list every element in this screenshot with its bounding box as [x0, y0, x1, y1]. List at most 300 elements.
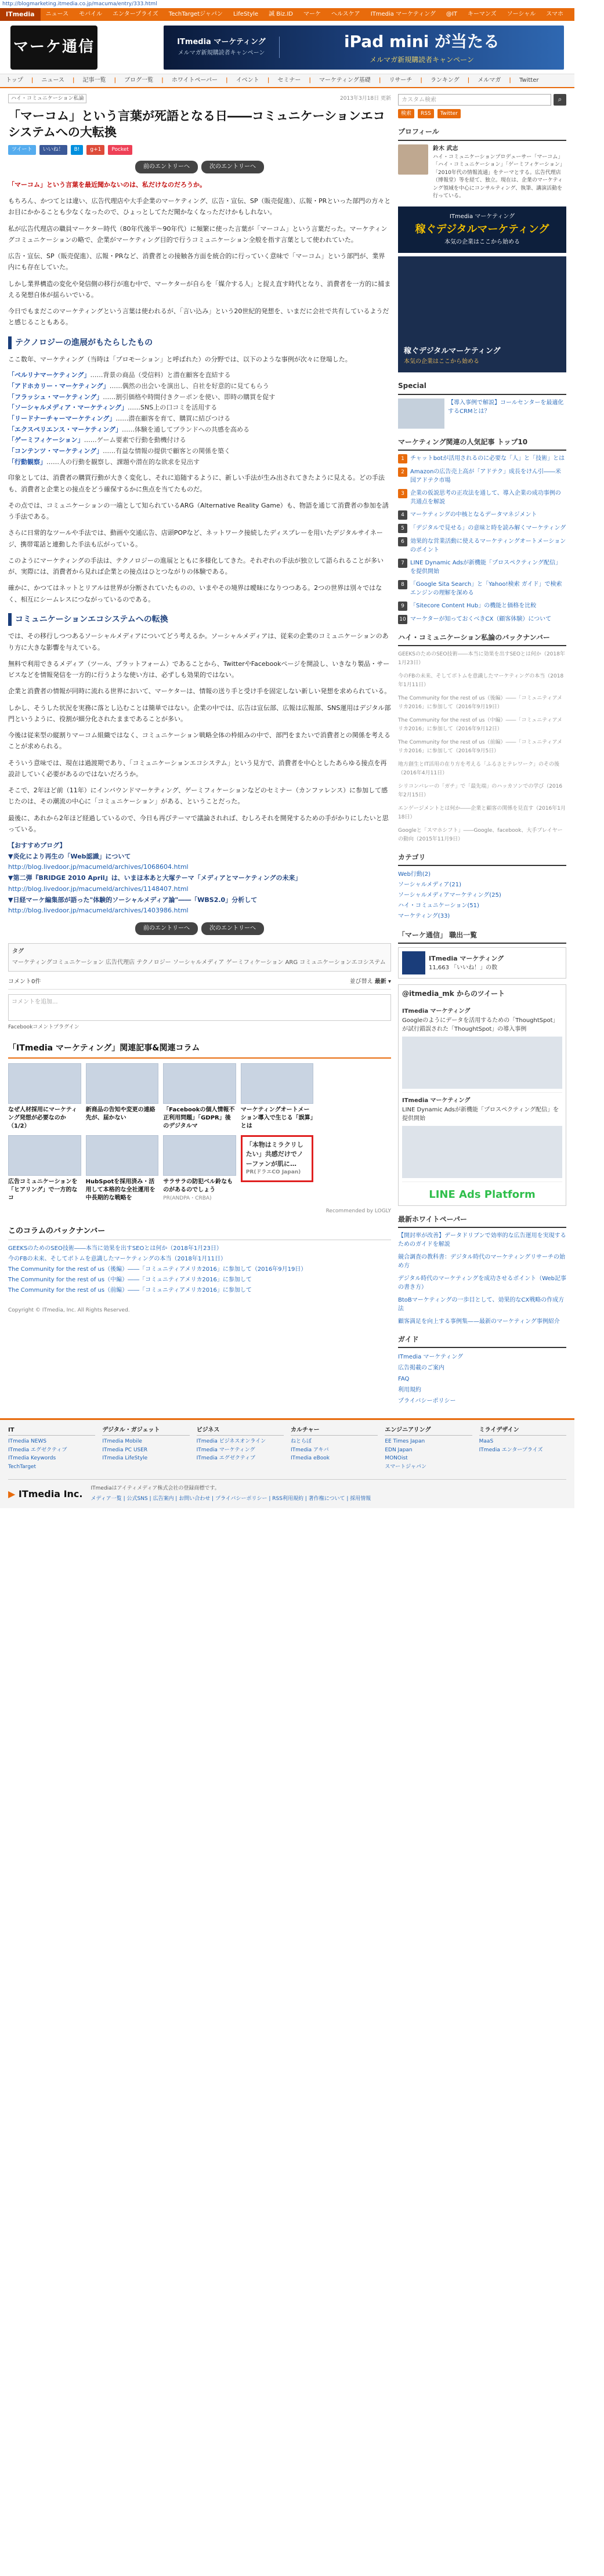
topnav-item[interactable]: エンタープライズ: [113, 11, 158, 17]
footer-link[interactable]: ITmedia アキバ: [290, 1447, 329, 1453]
subnav-separator: |: [420, 77, 422, 84]
footer-link[interactable]: ITmedia エンタープライズ: [479, 1447, 543, 1453]
twitter-title: @itmedia_mk からのツイート: [402, 990, 505, 998]
tag-box: [8, 943, 391, 972]
subnav-item[interactable]: リサーチ: [389, 77, 413, 84]
guide-item[interactable]: ITmedia マーケティング: [398, 1354, 464, 1361]
column-date: （2016年9月12日）: [453, 726, 502, 733]
banner-right: [280, 29, 564, 66]
footer-column: [385, 1426, 472, 1471]
column-title: シリコンバレーの「ガチ」で「最先端」のハッカソンでの学び: [398, 783, 544, 789]
ranking-list: [398, 454, 566, 624]
sidebar-ad[interactable]: [398, 206, 566, 253]
category-tag[interactable]: ハイ・コミュニケーション私論: [8, 94, 86, 103]
recommended-blog-url[interactable]: http://blog.livedoor.jp/macumeld/archives/1068604.html: [8, 863, 189, 871]
related-item[interactable]: [318, 1063, 391, 1131]
related-title-text: 新商品の告知や変更の連絡先が、届かない: [85, 1106, 155, 1121]
author-bio: ハイ・コミュニケーションプロデューサー「マーコム」「ハイ・コミュニケーション」「ゲーミフィケーション」「2010年代の情報流通」をテーマとする。広告代理店（博報堂）等を経て、独立。現在は、企業のマーケティング領域を中心にコンサルティング、執筆、講演活動を行っている。: [433, 154, 565, 200]
prev-entry-button[interactable]: 前のエントリーへ: [135, 161, 198, 173]
share-button[interactable]: ツイート: [8, 145, 36, 154]
column-date: （2018年1月23日）: [398, 651, 565, 666]
column-item[interactable]: [398, 782, 566, 800]
article-date: 2013年3月18日 更新: [340, 96, 391, 102]
column-item[interactable]: [398, 650, 566, 668]
comment-count: コメント0件: [8, 978, 41, 985]
column-date: （2016年9月5日）: [453, 748, 500, 755]
article-paragraph: 企業と消費者の情報が同時に流れる世界において、マーケターは、情報の送り手と受け手を固定しない新しい発想を求められている。: [8, 687, 391, 695]
subnav-separator: |: [161, 77, 164, 84]
related-item[interactable]: [8, 1135, 81, 1202]
sidebar-link[interactable]: RSS: [418, 109, 434, 118]
recommended-blog-url[interactable]: http://blog.livedoor.jp/macumeld/archives/1403986.html: [8, 907, 189, 915]
footer-trademark: ITmediaはアイティメディア株式会社の登録商標です。: [91, 1485, 220, 1491]
guide-item[interactable]: プライバシーポリシー: [398, 1398, 456, 1405]
article-paragraph: 今日でもまだこのマーケティングという言葉は使われるが、「言い込み」という20世紀的発想を、いまだに会社で共有しているようだと感じることもある。: [8, 307, 389, 327]
facebook-page-name[interactable]: ITmedia マーケティング: [429, 954, 504, 962]
category-item[interactable]: マーケティング(33): [398, 913, 450, 920]
related-thumbnail: [241, 1063, 314, 1104]
category-item[interactable]: Web行動(2): [398, 871, 431, 878]
topnav-item[interactable]: TechTargetジャパン: [168, 11, 223, 17]
tweet-image[interactable]: [402, 1126, 562, 1178]
column-list: [398, 650, 566, 844]
subnav-separator: |: [309, 77, 311, 84]
rank-number: 9: [398, 602, 407, 611]
method-name: 「フラッシュ・マーケティング」: [8, 393, 103, 401]
article-body: [8, 179, 391, 916]
column-item[interactable]: [398, 826, 566, 844]
related-title-text: サラサラの防犯ベル鈴なものがあるのでしょう: [163, 1178, 233, 1193]
url-bar[interactable]: http://blogmarketing.itmedia.co.jp/macuma/entry/333.html: [0, 0, 574, 8]
pager-bottom: [8, 922, 391, 935]
whitepaper-item[interactable]: BtoBマーケティングの一歩目として、効果的なCX戦略の作成方法: [398, 1296, 565, 1313]
method-desc: ……割引価格や時間付きクーポンを使い、即時の購買を促す: [103, 393, 276, 401]
article-paragraph: 今後は従来型の縦割りマーコム組織ではなく、コミュニケーション戦略全体の枠組みの中で、部門をまたいで消費者との関係を考えることが求められる。: [8, 731, 390, 751]
subnav-separator: |: [114, 77, 117, 84]
guide-item[interactable]: 広告掲載のご案内: [398, 1365, 444, 1372]
search-row: [398, 94, 566, 106]
subnav-item[interactable]: ホワイトペーパー: [171, 77, 218, 84]
column-title: 今のFBの未来、そしてボトムを意識したマーケティングの本当: [398, 673, 545, 679]
whitepaper-list: [398, 1231, 566, 1327]
category-title: カテゴリ: [398, 852, 566, 866]
column-date: （2016年9月19日）: [453, 704, 502, 711]
topnav-item[interactable]: モバイル: [79, 11, 103, 17]
category-item[interactable]: ソーシャルメディアマーケティング(25): [398, 892, 501, 899]
author-photo: [398, 144, 428, 175]
share-buttons: [8, 145, 391, 154]
rank-number: 5: [398, 524, 407, 533]
related-thumbnail: [86, 1063, 159, 1104]
footer-link[interactable]: ITmedia Mobile: [102, 1439, 142, 1445]
ranking-item[interactable]: [398, 454, 566, 463]
special-text: 【導入事例で解説】コールセンターを最適化するCRMとは？: [448, 399, 564, 415]
section-heading-technology: テクノロジーの進展がもたらしたもの: [8, 336, 391, 349]
facebook-comment-plugin[interactable]: Facebookコメントプラグイン: [8, 1024, 79, 1030]
footer-link[interactable]: ITmedia Keywords: [8, 1455, 56, 1462]
subnav-item[interactable]: トップ: [6, 77, 23, 84]
related-title-text: HubSpotを採用済み・活用して本格的な全社運用を中長期的な戦略を: [85, 1178, 155, 1201]
related-ad-text: 「本物はミラクリしたい」共感だけでノーファンが肌に…: [245, 1140, 303, 1168]
fbpage-title: 「マーケ通信」 職出一覧: [398, 930, 566, 944]
share-button[interactable]: B!: [71, 145, 84, 154]
special-title: Special: [398, 381, 566, 394]
subnav-item[interactable]: 記事一覧: [82, 77, 106, 84]
tag-list[interactable]: マーケティングコミュニケーション 広告代理店 テクノロジー ソーシャルメディア ゲーミフィケーション ARG コミュニケーションエコシステム: [12, 959, 386, 966]
site-footer: [0, 1418, 574, 1508]
recommended-blogs: [8, 840, 391, 916]
recommended-blog-title[interactable]: ▼炎化により再生の「Web認識」について: [8, 852, 131, 860]
subnav-item[interactable]: セミナー: [277, 77, 301, 84]
column-title: The Community for the rest of us（後編）――「コミュニティアメリカ2016」に参加して: [398, 695, 563, 711]
tweet-author[interactable]: ITmedia マーケティング: [402, 1008, 471, 1015]
method-list-item: [8, 435, 391, 446]
ranking-item[interactable]: [398, 537, 566, 555]
search-input[interactable]: カスタム検索: [398, 94, 551, 106]
facebook-page-avatar: [402, 951, 425, 974]
section-heading-ecosystem: コミュニケーションエコシステムへの転換: [8, 613, 391, 626]
footer-link[interactable]: EDN Japan: [385, 1447, 413, 1453]
footer-column: [291, 1426, 378, 1471]
column-date: （2018年1月11日）: [398, 673, 564, 689]
article-paragraph: このようにマーケティングの手法は、テクノロジーの進展とともに多様化してきた。それぞれの手法が独立して語られることが多いが、実際には、消費者から見れば企業との接点はひとつながりの体験である。: [8, 556, 384, 576]
footer-link[interactable]: ITmedia eBook: [290, 1455, 330, 1462]
footer-link[interactable]: ITmedia マーケティング: [196, 1447, 255, 1453]
rank-text: 効果的な営業活動に使えるマーケティングオートメーションのポイント: [410, 538, 566, 553]
comment-header: [8, 977, 391, 990]
related-source: PR(ANDPA・CRBA): [163, 1195, 212, 1201]
subnav-item[interactable]: ニュース: [41, 77, 64, 84]
recommended-blog-title[interactable]: ▼日経マーケ編集部が語った"体験的ソーシャルメディア論"――「WBS2.0」分析して: [8, 896, 258, 904]
article-paragraph: 確かに、かつてはネットとリアルは世界が分断されていたものの、いまやその境界は曖昧になりつつある。2つの世界は別々ではなく、相互にシームレスにつながっているのである。: [8, 584, 382, 603]
header-banner-ad[interactable]: [164, 26, 564, 70]
method-list-item: [8, 392, 391, 403]
whitepaper-item[interactable]: デジタル時代のマーケティングを成功させるポイント（Web記事の書き方）: [398, 1275, 567, 1291]
related-item[interactable]: [8, 1063, 81, 1131]
site-header: [0, 21, 574, 74]
copyright: Copyright © ITmedia, Inc. All Rights Reserved.: [8, 1307, 130, 1314]
rank-number: 1: [398, 454, 407, 463]
method-list-item: [8, 457, 391, 468]
topnav-item[interactable]: 誠 Biz.ID: [269, 11, 293, 17]
topnav-item[interactable]: ソーシャル: [507, 11, 536, 17]
footer-column-title: IT: [8, 1426, 95, 1436]
related-title-text: マーケティングオートメーション導入で生じる「誤算」とは: [240, 1106, 313, 1129]
method-desc: ……体験を通してブランドへの共感を高める: [122, 425, 250, 433]
rank-number: 8: [398, 580, 407, 589]
related-item[interactable]: [86, 1063, 159, 1131]
ranking-item[interactable]: [398, 602, 566, 611]
tweet[interactable]: [402, 1003, 562, 1093]
article-paragraph: 最後に、あれから2年ほど経過しているので、今日も再びテーマで議論されれば、むしろそれを開発するための手がかりにしたいと思っている。: [8, 814, 389, 833]
footer-link[interactable]: ITmedia PC USER: [102, 1447, 148, 1453]
whitepaper-item[interactable]: 顧客満足を向上する事例集——最新のマーケティング事例紹介: [398, 1318, 560, 1325]
method-name: 「ゲーミフィケーション」: [8, 436, 84, 444]
related-thumbnail: [163, 1135, 236, 1176]
method-name: 「アドホカリー・マーケティング」: [8, 382, 110, 390]
method-desc: ……SNS上の口コミを活用する: [128, 404, 218, 412]
footer-link[interactable]: ITmedia エグゼクティブ: [8, 1447, 67, 1453]
article-paragraph: 私が広告代理店の職員マーケター時代（80年代後半〜90年代）に頻繁に使った言葉が「マーコム」という言葉だった。マーケティングコミュニケーションの略で、企業がマーケティング目的で行うコミュニケーション全般を指す言葉として使われていた。: [8, 224, 388, 244]
footer-link[interactable]: ITmedia NEWS: [8, 1439, 47, 1445]
whitepaper-item[interactable]: 競合調査の教科書：デジタル時代のマーケティングリサーチの始め方: [398, 1253, 565, 1270]
share-button[interactable]: Pocket: [108, 145, 132, 154]
site-logo[interactable]: マーケ通信: [10, 26, 97, 70]
backnumber-item[interactable]: The Community for the rest of us（後編）――「コミュニティアメリカ2016」に参加して（2016年9月19日）: [8, 1266, 307, 1273]
rank-number: 6: [398, 537, 407, 546]
rank-text: 「Sitecore Content Hub」の機能と価格を比較: [410, 602, 537, 609]
related-title: 「ITmedia マーケティング」関連記事&関連コラム: [8, 1042, 391, 1058]
tweet[interactable]: [402, 1093, 562, 1182]
footer-column: [8, 1426, 95, 1471]
subnav-separator: |: [467, 77, 470, 84]
tweet-text: Googleのようにデータを活用するための「ThoughtSpot」が試行錯誤された「ThoughtSpot」の導入事例: [402, 1017, 559, 1032]
share-button[interactable]: いいね！: [39, 145, 67, 154]
method-desc: ……ゲーム要素で行動を動機付ける: [84, 436, 186, 444]
related-thumbnail: [8, 1135, 81, 1176]
related-ad[interactable]: [241, 1135, 314, 1182]
footer-column-title: デジタル・ガジェット: [102, 1426, 189, 1436]
share-button[interactable]: g+1: [86, 145, 104, 154]
subnav-separator: |: [509, 77, 511, 84]
next-entry-button[interactable]: 次のエントリーへ: [201, 161, 264, 173]
article-paragraph: その点では、コミュニケーションの一端として知られているARG（Alternative Reality Game）も、物語を通じて消費者の参加を誘う手法である。: [8, 501, 389, 521]
ranking-item[interactable]: [398, 524, 566, 533]
rank-number: 3: [398, 489, 407, 498]
column-date: （2016年1月18日）: [398, 805, 566, 821]
method-name: 「リードナーチャーマーケティング」: [8, 415, 116, 422]
subnav-item[interactable]: ブログ一覧: [124, 77, 154, 84]
backnumber-item[interactable]: The Community for the rest of us（前編）――「コミュニティアメリカ2016」に参加して: [8, 1287, 252, 1294]
subnav-item[interactable]: イベント: [236, 77, 259, 84]
article-paragraph: 印象としては、消費者の購買行動が大きく変化し、それに追随するように、新しい手法が生み出されてきたように見える。どの手法も、消費者と企業との接点をどう確保するかに焦点を当てたものだ。: [8, 474, 385, 493]
rank-text: 「Google Sita Search」と「Yahoo!検索 ガイド」で検索エンジンの理解を深める: [410, 581, 562, 596]
related-grid: [8, 1063, 391, 1202]
related-item[interactable]: [86, 1135, 159, 1202]
search-icon[interactable]: ⌕: [554, 94, 566, 106]
ranking-item[interactable]: [398, 489, 566, 506]
footer-column: [102, 1426, 189, 1471]
whitepaper-title: 最新ホワイトペーパー: [398, 1214, 566, 1228]
topnav-item[interactable]: キーマンズ: [467, 11, 497, 17]
subnav-item[interactable]: メルマガ: [478, 77, 501, 84]
subnav-separator: |: [378, 77, 381, 84]
topnav-item[interactable]: ITmedia マーケティング: [370, 11, 436, 17]
related-item[interactable]: [163, 1135, 236, 1202]
article-paragraph: しかし、そうした状況を実務に落とし込むことは簡単ではない。企業の中では、広告は宣伝部、広報は広報部、SNS運用はデジタル部門というように、役割が細分化されたままであることが多い。: [8, 704, 391, 723]
sidebar-ad-2[interactable]: 稼ぐデジタルマーケティング 本気の企業はここから始める: [398, 256, 566, 372]
related-thumbnail: [8, 1063, 81, 1104]
pager-top: [8, 161, 391, 173]
subnav-separator: |: [72, 77, 75, 84]
subnav-separator: |: [267, 77, 270, 84]
footer-column-title: エンジニアリング: [385, 1426, 472, 1436]
footer-column-title: カルチャー: [291, 1426, 378, 1436]
category-list: [398, 869, 566, 922]
related-title-text: 広告コミュニケーションを「ヒアリング」で一方的なコ: [8, 1178, 78, 1201]
topnav-item[interactable]: LifeStyle: [233, 11, 259, 17]
column-item[interactable]: [398, 694, 566, 712]
sidebar-ad-title: ITmedia マーケティング: [449, 213, 515, 220]
guide-item[interactable]: FAQ: [398, 1376, 410, 1383]
whitepaper-item[interactable]: 【開封率が改善】データドリブンで効率的な広告運用を実現するためのガイドを解説: [398, 1232, 566, 1248]
topnav-item[interactable]: ヘルスケア: [331, 11, 360, 17]
list-intro: ここ数年、マーケティング（当時は「プロモーション」と呼ばれた）の分野では、以下のような事例が次々に登場した。: [8, 356, 352, 363]
method-desc: ……背景の商品（受信料）と潜在顧客を直結する: [90, 371, 231, 379]
recommended-blog-url[interactable]: http://blog.livedoor.jp/macumeld/archives/1148407.html: [8, 885, 189, 893]
rank-text: LINE Dynamic Adsが新機能「プロスペクティング配信」を提供開始: [410, 559, 562, 575]
ranking-item[interactable]: [398, 580, 566, 597]
column-title: エンゲージメントとは何か――企業と顧客の関係を見直す: [398, 805, 534, 811]
column-item[interactable]: [398, 672, 566, 690]
column-item[interactable]: [398, 804, 566, 822]
article-title: 「マーコム」という言葉が死語となる日――コミュニケーションエコシステムへの大転換: [8, 108, 385, 140]
footer-link[interactable]: ITmedia LifeStyle: [102, 1455, 148, 1462]
top-navigation: [0, 8, 599, 21]
category-item[interactable]: ハイ・コミュニケーション(51): [398, 903, 479, 910]
author-name[interactable]: 鈴木 武志: [433, 145, 458, 152]
profile-box: [398, 144, 566, 201]
sidebar-links: [398, 109, 566, 118]
topnav-item[interactable]: @IT: [446, 11, 457, 17]
footer-link[interactable]: ITmedia ビジネスオンライン: [196, 1439, 266, 1445]
recommended-by[interactable]: Recommended by LOGLY: [325, 1208, 391, 1215]
footer-logo[interactable]: ▶ ITmedia Inc.: [8, 1488, 83, 1499]
comment-sort[interactable]: 並び替え 最新 ▾: [349, 978, 391, 985]
article-paragraph: そこで、2年ほど前（11年）にインバウンドマーケティング、ゲーミフィケーションなどのセミナー（カンファレンス）に参加して感じたのは、その潮流の中心に「コミュニケーション」がある、ということだった。: [8, 787, 388, 806]
article-paragraph: では、その移行しつつあるソーシャルメディアについてどう考えるか。ソーシャルメディアは、従来の企業のコミュニケーションのあり方に大きな影響を与えている。: [8, 632, 389, 651]
ranking-item[interactable]: [398, 468, 566, 485]
column-item[interactable]: [398, 760, 566, 778]
banner-title: iPad mini が当たる: [343, 31, 500, 51]
footer-column: [197, 1426, 284, 1471]
topnav-item[interactable]: ニュース: [45, 11, 69, 17]
backnumber-list: [8, 1244, 391, 1296]
tweet-image[interactable]: [402, 1037, 562, 1089]
line-ads-logo[interactable]: LINE Ads Platform: [429, 1188, 536, 1201]
rank-number: 7: [398, 559, 407, 568]
ranking-item[interactable]: [398, 615, 566, 624]
topnav-item[interactable]: スマホ: [546, 11, 564, 17]
backnumber-item[interactable]: GEEKSのためのSEO技術――本当に効果を出すSEOとは何か（2018年1月23日）: [8, 1245, 222, 1252]
article-lead: 「マーコム」という言葉を最近聞かないのは、私だけなのだろうか。: [8, 180, 206, 189]
footer-column-title: ミライデザイン: [479, 1426, 566, 1436]
ranking-item[interactable]: [398, 559, 566, 576]
special-item[interactable]: [398, 398, 566, 429]
banner-left: ITmedia マーケティング メルマガ新規購読者キャンペーン: [164, 37, 280, 58]
banner-subtitle: メルマガ新規購読者キャンペーン: [370, 56, 474, 64]
backnumber-title: このコラムのバックナンバー: [8, 1226, 391, 1240]
recommended-title: 【おすすめブログ】: [8, 842, 66, 850]
guide-title: ガイド: [398, 1334, 566, 1348]
main-column: [8, 94, 391, 1407]
rank-text: マーケティングの中核となるデータマネジメント: [410, 511, 537, 518]
method-list-item: [8, 403, 391, 414]
method-list-item: [8, 425, 391, 436]
rank-number: 10: [398, 615, 407, 624]
subnav-item[interactable]: マーケティング基礎: [319, 77, 371, 84]
column-title: GEEKSのためのSEO技術――本当に効果を出すSEOとは何か: [398, 651, 541, 657]
method-list-item: [8, 446, 391, 457]
profile-title: プロフィール: [398, 126, 566, 140]
footer-link[interactable]: スマートジャパン: [385, 1463, 426, 1470]
method-list-item: [8, 414, 391, 425]
twitter-box: [398, 984, 566, 1205]
method-desc: ……人の行動を観察し、課題や潜在的な欲求を見出す: [46, 458, 200, 466]
recommended-blog-title[interactable]: ▼第二弾『BRIDGE 2010 April』は、いまほ本あと大塚テーマ「メディアとマーケティングの未来」: [8, 874, 302, 882]
rank-text: マーケターが知っておくべきCX（顧客体験）について: [410, 615, 552, 622]
special-thumbnail: [398, 398, 444, 429]
guide-item[interactable]: 利用規約: [398, 1387, 421, 1394]
rank-number: 2: [398, 468, 407, 477]
related-title-text: なぜ人材採用にマーケティング発想が必要なのか（1/2）: [8, 1106, 77, 1129]
subnav-item[interactable]: Twitter: [519, 77, 539, 84]
facebook-page-box[interactable]: [398, 947, 566, 979]
ranking-title: マーケティング関連の人気記事 トップ10: [398, 437, 566, 451]
footer-link[interactable]: ねとらぼ: [290, 1439, 312, 1445]
article-paragraph: さらに日常的なツールや手法では、動画や交通広告、店頭POPなど、ネットワーク接続したディスプレーを用いたデジタルサイネージ、携帯電話と連動した手法も広がっている。: [8, 529, 383, 548]
subnav-item[interactable]: ランキング: [430, 77, 460, 84]
related-item[interactable]: [241, 1063, 314, 1131]
method-name: 「エクスペリエンス・マーケティング」: [8, 425, 122, 433]
rank-text: 企業の仮説思考の正攻法を通して、導入企業の成功事例の共通点を解説: [410, 490, 561, 505]
rank-text: Amazonの広告売上高が「アドテク」成長をけん引――米国アドテク市場: [410, 468, 562, 484]
column-item[interactable]: [398, 716, 566, 734]
footer-link[interactable]: ITmedia エグゼクティブ: [196, 1455, 255, 1462]
facebook-page-likes: 11,663 「いいね！」の数: [429, 965, 498, 972]
method-name: 「ベルリナマーケティング」: [8, 371, 91, 379]
rank-text: 「デジタルで見せる」の意味と時を読み解くマーケティング: [410, 524, 566, 531]
column-title: The Community for the rest of us（中編）――「コミュニティアメリカ2016」に参加して: [398, 717, 563, 733]
sub-navigation: [0, 74, 574, 88]
category-item[interactable]: ソーシャルメディア(21): [398, 882, 462, 889]
column-date: （2016年4月11日）: [398, 770, 448, 777]
method-desc: ……偶然の出会いを演出し、自社を好意的に見てもらう: [109, 382, 269, 390]
column-date: （2015年11月9日）: [414, 836, 464, 843]
footer-link[interactable]: TechTarget: [8, 1463, 37, 1470]
sidebar-link[interactable]: 検索: [398, 109, 414, 118]
column-title: 地方創生とIT活用の在り方を考える「ふるさとテレワーク」のその後: [398, 761, 559, 767]
article-paragraph: もちろん、かつてとは違い、広告代理店や大手企業のマーケティング、広告・宣伝、SP（販売促進）、広報・PRといった部門の方々とお目にかかることも少なくなったので、ひょっとしてただ聞かなくなっただけかもしれない。: [8, 197, 391, 216]
topnav-item[interactable]: PC USER: [574, 11, 599, 17]
related-item[interactable]: [241, 1135, 314, 1202]
method-name: 「行動観察」: [8, 458, 46, 466]
backnumber-item[interactable]: The Community for the rest of us（中編）――「コミュニティアメリカ2016」に参加して: [8, 1277, 252, 1284]
method-list: [8, 370, 391, 468]
related-item[interactable]: [163, 1063, 236, 1131]
sidebar-link[interactable]: Twitter: [437, 109, 461, 118]
column-item[interactable]: [398, 738, 566, 756]
next-entry-button-bottom[interactable]: 次のエントリーへ: [201, 922, 264, 935]
rank-text: チャットbotが活用されるのに必要な「人」と「技術」とは: [410, 455, 565, 462]
subnav-separator: |: [31, 77, 34, 84]
footer-link[interactable]: MONOist: [385, 1455, 408, 1462]
backnumber-item[interactable]: 今のFBの未来、そしてボトムを意識したマーケティングの本当（2018年1月11日）: [8, 1256, 226, 1263]
article-paragraph: 無料で利用できるメディア（ツール、プラットフォーム）であることから、TwitterやFacebookページを開設し、いきなり製品・サービスなどを情報発信を一方的に行うような使い方は、必ずしも効果的ではない。: [8, 660, 390, 679]
footer-link[interactable]: EE Times Japan: [385, 1439, 425, 1445]
topnav-item[interactable]: マーケ: [303, 11, 321, 17]
prev-entry-button-bottom[interactable]: 前のエントリーへ: [135, 922, 198, 935]
itmedia-brand-link[interactable]: ITmedia: [0, 8, 41, 21]
related-title-text: 「Facebookの個人情報不正利用問題」「GDPR」後のデジタルマ: [163, 1106, 235, 1129]
footer-link[interactable]: MaaS: [479, 1439, 494, 1445]
column-date: （2016年2月15日）: [398, 783, 563, 799]
comment-input[interactable]: コメントを追加...: [8, 994, 391, 1021]
footer-links[interactable]: メディア一覧 | 公式SNS | 広告案内 | お問い合わせ | プライバシーポリシー | RSS利用規約 | 著作権について | 採用情報: [91, 1496, 371, 1502]
ranking-item[interactable]: [398, 510, 566, 520]
method-list-item: [8, 370, 391, 381]
tweet-author[interactable]: ITmedia マーケティング: [402, 1097, 471, 1104]
